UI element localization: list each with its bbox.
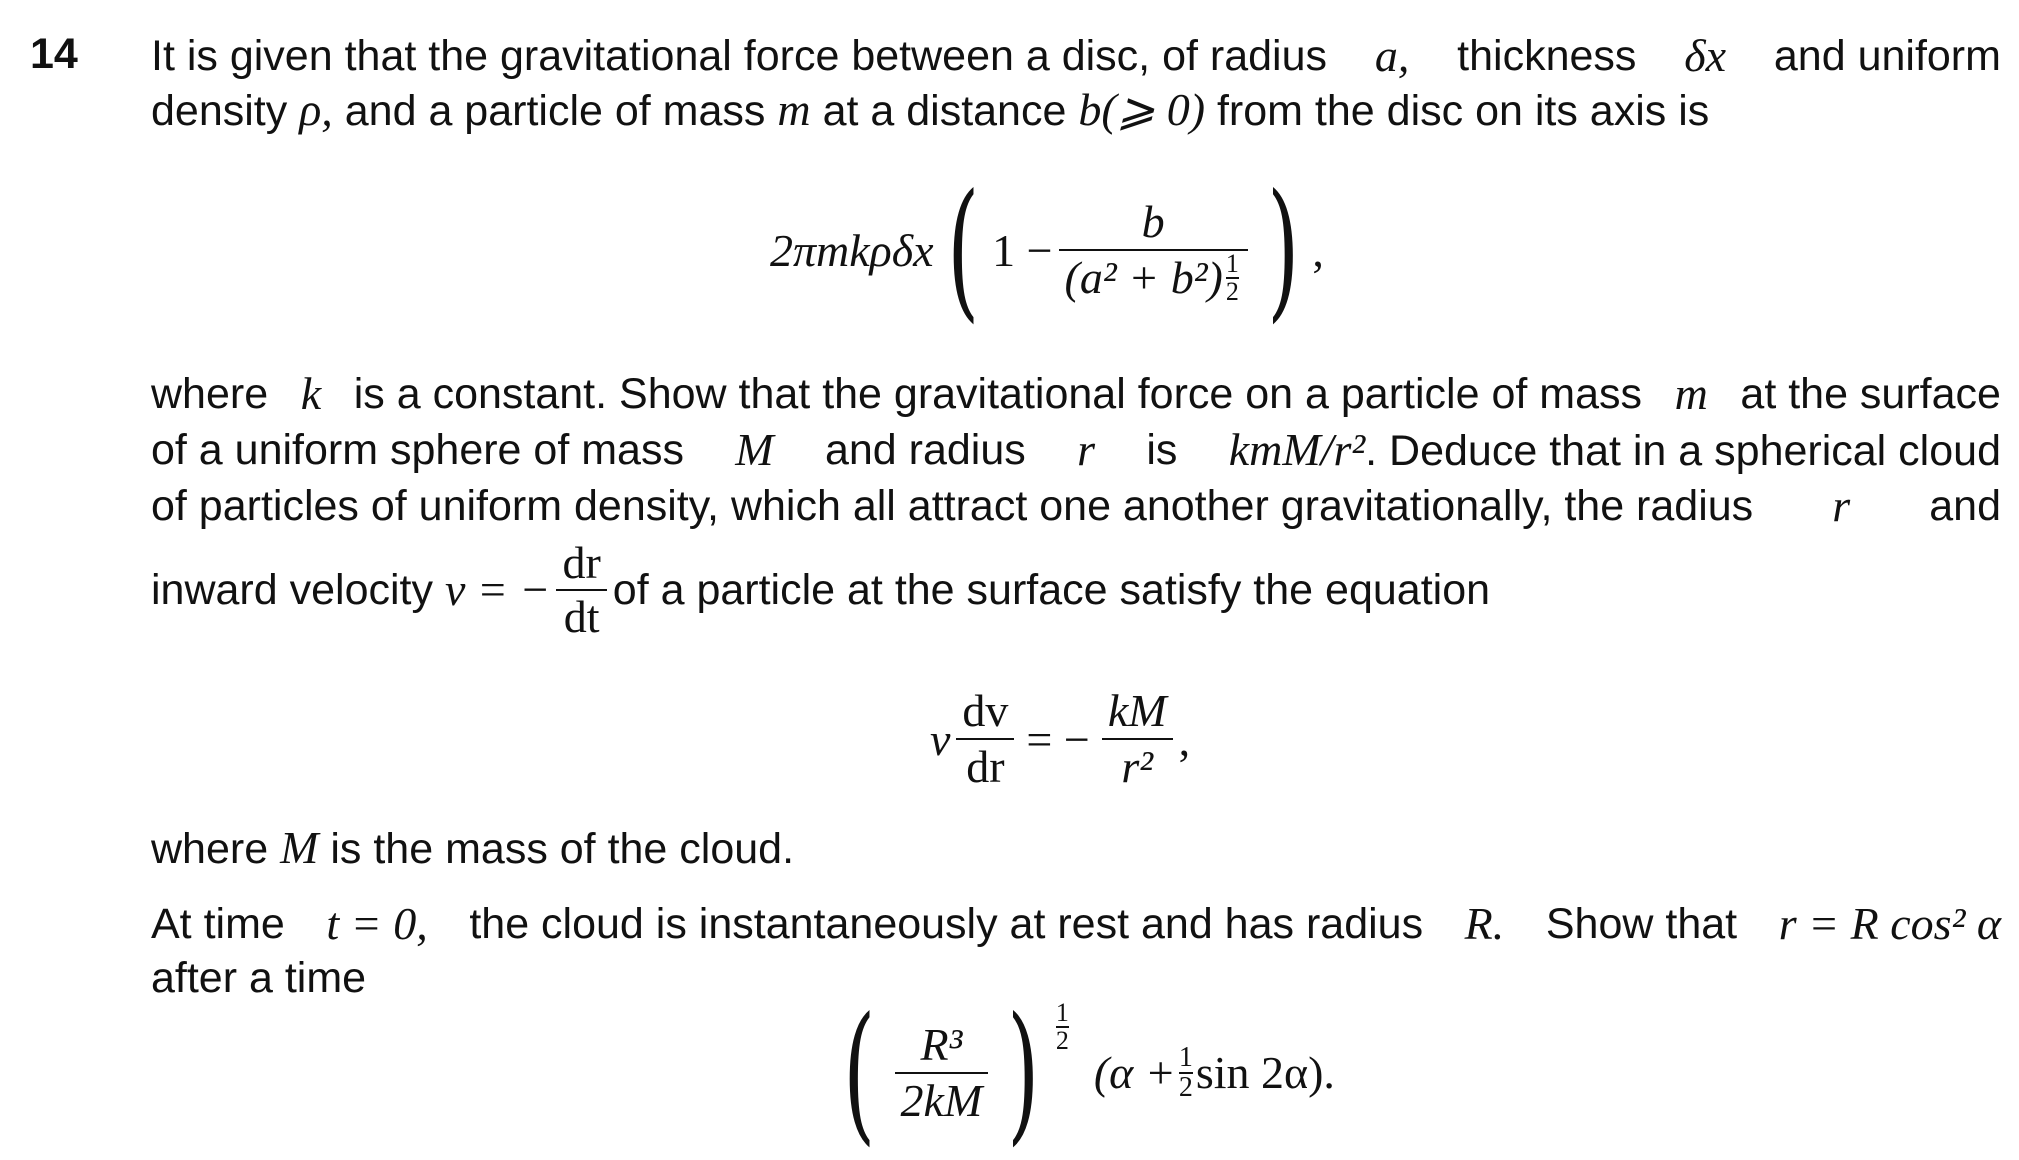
para2-line-1: where k is a constant. Show that the gravitational force on a particle of mass m at the surface [151, 368, 2001, 419]
para2-line-3: of particles of uniform density, which all attract one another gravitationally, the radius r and [151, 480, 2001, 531]
formula-disc-force: 2πmkρδx ( 1 − b (a² + b²) $\frac{1}{2}$ ) , [770, 163, 1324, 337]
formula-time-expression: ( $\frac{\text{R³}}{2kM}$ ) 1 2 (α + 1 2 sin 2α). [843, 985, 1335, 1160]
inline-fraction-dr-dt: $\frac{dr}{dt}$ [556, 537, 606, 643]
para2-line-2: of a uniform sphere of mass M and radius r is kmM/r². Deduce that in a spherical cloud [151, 424, 2001, 475]
para2-line-4: inward velocity v = − $\frac{dr}{dt}$ of a particle at the surface satisfy the equation [151, 537, 1491, 642]
exponent-half: 1 2 [1055, 998, 1069, 1055]
question-number: 14 [30, 30, 78, 78]
para4-line-2: after a time [151, 954, 367, 1002]
intro-line-1: It is given that the gravitational force between a disc, of radius a, thickness δx and uniform [151, 30, 2001, 81]
formula-velocity-equation: v $\frac{dv}{dr}$ = − $\frac{kM}{\text{r²}}$ , [930, 685, 1191, 792]
para3-line: where M is the mass of the cloud. [151, 822, 795, 873]
intro-line-2: density ρ, and a particle of mass m at a distance b(⩾ 0) from the disc on its axis is [151, 84, 1710, 135]
para4-line-1: At time t = 0, the cloud is instantaneously at rest and has radius R. Show that r = R cos² α [151, 898, 2001, 949]
fraction: b (a² + b²) $\frac{1}{2}$ [1059, 195, 1248, 305]
